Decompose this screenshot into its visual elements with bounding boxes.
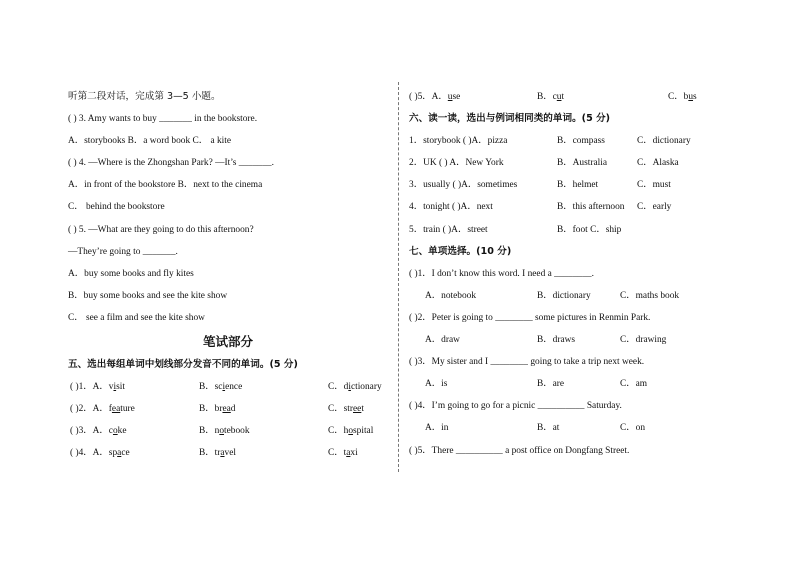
q3-options: A．storybooks B．a word book C． a kite <box>68 136 232 147</box>
section7-question: ( )3．My sister and I ________ going to take a trip next week. <box>409 357 645 368</box>
left-column <box>68 86 388 465</box>
q5-prompt: ( ) 5. —What are they going to do this afternoon? <box>68 224 254 235</box>
q4-option-c: C． behind the bookstore <box>68 202 165 213</box>
section6-row: 5．train ( )A．street B．foot C．ship <box>409 224 622 235</box>
q5-option-a: A．buy some books and fly kites <box>68 268 194 279</box>
section7-question: ( )2．Peter is going to ________ some pictures in Renmin Park. <box>409 312 651 323</box>
q4-prompt: ( ) 4. —Where is the Zhongshan Park? —It’s _______. <box>68 158 274 169</box>
section7-options: A．is B．are C．am <box>425 379 648 390</box>
q5-prompt-answer: —They’re going to _______. <box>68 246 178 257</box>
q3-prompt: ( ) 3. Amy wants to buy _______ in the bookstore. <box>68 114 258 125</box>
section7-question: ( )5．There __________ a post office on Dongfang Street. <box>409 445 630 456</box>
section5-heading: 五、选出每组单词中划线部分发音不同的单词。(5 分) <box>68 359 298 371</box>
q5-option-b: B．buy some books and see the kite show <box>68 290 228 301</box>
section7-options: A．notebook B．dictionary C．maths book <box>425 290 680 301</box>
section7-options: A．in B．at C．on <box>425 423 646 434</box>
section6-heading: 六、读一读，选出与例词相同类的单词。(5 分) <box>409 113 611 125</box>
section6-row: 4．tonight ( )A．next B．this afternoon C．early <box>409 202 672 213</box>
section6-row: 2．UK ( ) A．New York B．Australia C．Alaska <box>409 158 679 169</box>
section5-row: ( )3．A．coke B．notebook C．hospital <box>70 426 374 437</box>
section7-question: ( )1．I don’t know this word. I need a ________. <box>409 268 594 279</box>
section7-options: A．draw B．draws C．drawing <box>425 335 667 346</box>
written-section-title: 笔试部分 <box>202 334 253 350</box>
section7-question: ( )4．I’m going to go for a picnic __________ Saturday. <box>409 401 622 412</box>
s5-row-5: ( )5．A．use B．cut C．bus <box>409 92 697 102</box>
section6-row: 3．usually ( )A．sometimes B．helmet C．must <box>409 180 671 191</box>
right-column <box>409 86 729 462</box>
listening-heading: 听第二段对话，完成第 3—5 小题。 <box>68 91 221 102</box>
column-divider <box>398 82 399 472</box>
section5-row: ( )2．A．feature B．bread C．street <box>70 404 364 415</box>
section6-row: 1．storybook ( )A．pizza B．compass C．dictionary <box>409 136 691 147</box>
section7-heading: 七、单项选择。(10 分) <box>409 245 512 257</box>
q5-option-c: C． see a film and see the kite show <box>68 312 205 323</box>
section5-row: ( )4．A．space B．travel C．taxi <box>70 448 358 459</box>
section5-row: ( )1．A．visit B．science C．dictionary <box>70 382 382 393</box>
q4-options: A．in front of the bookstore B．next to the cinema <box>68 180 263 191</box>
